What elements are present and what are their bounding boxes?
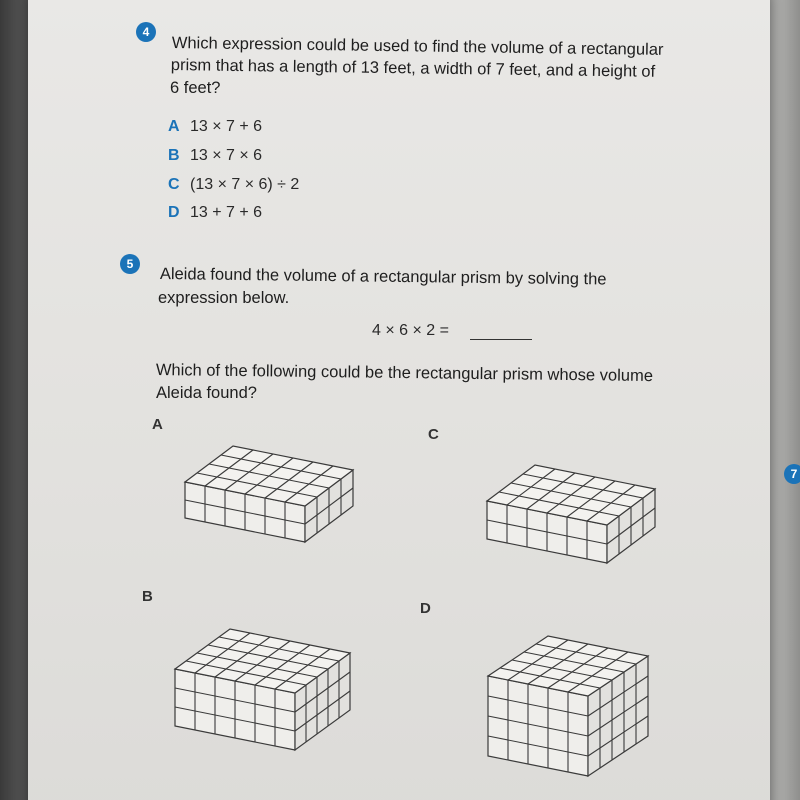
figure-a-label[interactable]: A <box>152 416 163 433</box>
question-5-line-4: Aleida found? <box>156 384 257 402</box>
choice-4b[interactable] <box>168 147 262 165</box>
question-5-line-3: Which of the following could be the rectangular prism whose volume <box>155 360 654 386</box>
choice-letter: D <box>168 204 180 221</box>
question-4-number-badge: 4 <box>136 22 156 42</box>
choice-letter: B <box>168 147 180 164</box>
choice-text: 13 + 7 + 6 <box>190 204 263 221</box>
volume-expression: 4 × 6 × 2 = <box>372 322 449 339</box>
choice-4d[interactable] <box>168 204 262 222</box>
worksheet-page <box>28 0 770 800</box>
answer-blank <box>470 339 532 340</box>
question-5-line-2: expression below. <box>158 289 290 307</box>
question-5-number-badge: 5 <box>120 254 140 274</box>
question-4-line-2: prism that has a length of 13 feet, a width of 7 feet, and a height of <box>170 55 656 81</box>
figure-b-label[interactable]: B <box>142 588 153 605</box>
question-4-line-1: Which expression could be used to find the volume of a rectangular <box>171 33 664 59</box>
choice-letter: C <box>168 176 180 193</box>
choice-4a[interactable] <box>168 118 262 136</box>
choice-text: 13 × 7 × 6 <box>190 147 263 164</box>
question-4-line-3: 6 feet? <box>170 79 221 97</box>
choice-text: (13 × 7 × 6) ÷ 2 <box>190 176 300 193</box>
choice-4c[interactable] <box>168 176 299 194</box>
choice-letter: A <box>168 118 180 135</box>
figure-c-label[interactable]: C <box>428 426 439 443</box>
prism-figure-d[interactable] <box>0 0 1 1</box>
question-5-line-1: Aleida found the volume of a rectangular prism by solving the <box>159 264 607 289</box>
figure-d-label[interactable]: D <box>420 600 431 617</box>
book-right-edge <box>770 0 800 800</box>
choice-text: 13 × 7 + 6 <box>190 118 263 135</box>
next-question-badge: 7 <box>784 464 800 484</box>
